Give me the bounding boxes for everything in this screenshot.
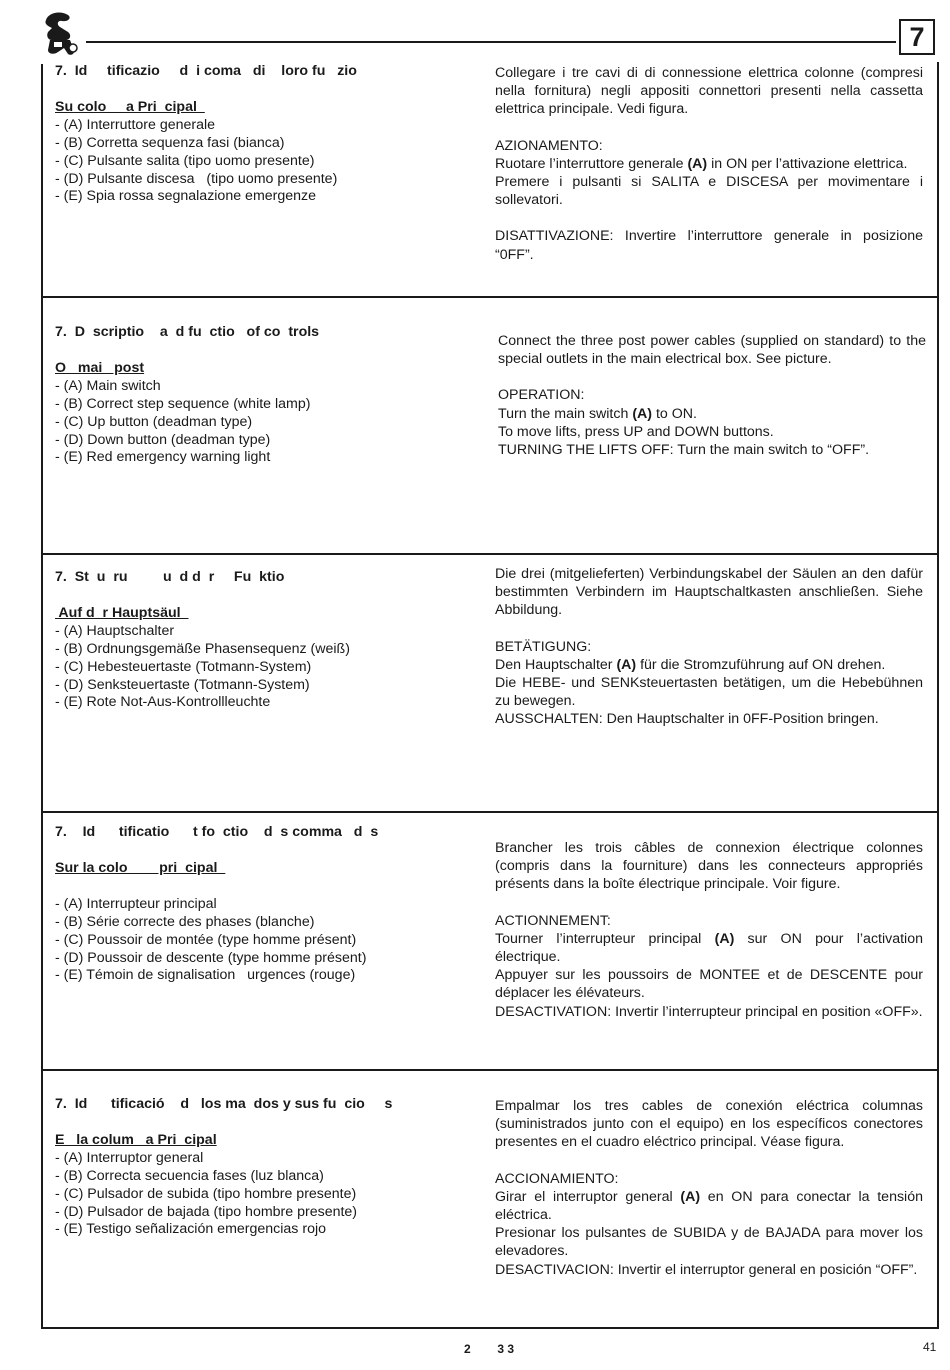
- list-item: - (D) Down button (deadman type): [55, 431, 271, 448]
- paragraph: Ruotare l’interruttore generale (A) in ON per l’attivazione elettrica.: [495, 155, 908, 172]
- section-divider: [41, 811, 939, 813]
- instructions-block: [495, 1097, 923, 1279]
- section-heading: 7. St u ru u d d r Fu ktio: [55, 569, 285, 585]
- paragraph: OPERATION:: [498, 387, 585, 404]
- instructions-block: [495, 839, 923, 1021]
- brand-logo-icon: [38, 10, 82, 58]
- list-item: - (D) Pulsante discesa (tipo uomo presente): [55, 170, 338, 187]
- list-item: - (E) Testigo señalización emergencias rojo: [55, 1221, 327, 1238]
- paragraph: TURNING THE LIFTS OFF: Turn the main switch to “OFF”.: [498, 442, 870, 459]
- paragraph: Brancher les trois câbles de connexion électrique colonnes (compris dans la fourniture) dans les connecteurs appropriés présents dans la boîte électrique principale. Voir figure.: [495, 840, 923, 893]
- list-item: - (C) Pulsante salita (tipo uomo presente): [55, 152, 315, 169]
- paragraph: ACTIONNEMENT:: [495, 912, 611, 929]
- paragraph: To move lifts, press UP and DOWN buttons.: [498, 423, 774, 440]
- frame-right-border: [937, 62, 939, 1329]
- list-spacer: [55, 878, 475, 896]
- list-item: - (E) Red emergency warning light: [55, 449, 271, 466]
- section-heading: 7. D scriptio a d fu ctio of co trols: [55, 324, 320, 340]
- paragraph: Empalmar los tres cables de conexión eléctrica columnas (suministrados junto con el equipo) en los específicos conectores presentes en el cuadro eléctrico principal. Véase figura.: [495, 1098, 923, 1151]
- section-subheading: Su colo a Pri cipal: [55, 98, 205, 115]
- list-item: - (B) Correct step sequence (white lamp): [55, 395, 311, 412]
- paragraph: Collegare i tre cavi di di connessione elettrica colonne (compresi nella fornitura) negli appositi connettori presenti nella cassetta elettrica principale. Vedi figura.: [495, 65, 923, 118]
- section-subheading: Auf d r Hauptsäul: [55, 604, 189, 621]
- section-subheading: O mai post: [55, 359, 145, 376]
- chapter-number: 7: [899, 19, 935, 55]
- frame-bottom-border: [41, 1327, 939, 1329]
- section-subheading: E la colum a Pri cipal: [55, 1131, 217, 1148]
- controls-list-block: [55, 569, 475, 712]
- controls-list-block: [55, 324, 475, 467]
- section-divider: [41, 553, 939, 555]
- instructions-block: [495, 565, 923, 729]
- paragraph: DESACTIVACION: Invertir el interruptor general en posición “OFF”.: [495, 1261, 918, 1278]
- section-subheading: Sur la colo pri cipal: [55, 859, 226, 876]
- list-item: - (D) Senksteuertaste (Totmann-System): [55, 676, 310, 693]
- paragraph: Connect the three post power cables (supplied on standard) to the special outlets in the main electrical box. See picture.: [498, 333, 926, 368]
- paragraph: Girar el interruptor general (A) en ON para conectar la tensión eléctrica.: [495, 1188, 923, 1224]
- paragraph: Den Hauptschalter (A) für die Stromzuführung auf ON drehen.: [495, 656, 886, 673]
- list-item: - (A) Interrupteur principal: [55, 895, 217, 912]
- list-item: - (C) Poussoir de montée (type homme présent): [55, 931, 357, 948]
- list-item: - (C) Pulsador de subida (tipo hombre presente): [55, 1185, 357, 1202]
- paragraph: Presionar los pulsantes de SUBIDA y de BAJADA para mover los elevadores.: [495, 1225, 923, 1260]
- section-divider: [41, 296, 939, 298]
- section-divider: [41, 1069, 939, 1071]
- paragraph: Appuyer sur les poussoirs de MONTEE et de DESCENTE pour déplacer les élévateurs.: [495, 967, 923, 1002]
- controls-list-block: [55, 824, 475, 985]
- page-number: 41: [923, 1340, 937, 1354]
- list-item: - (E) Rote Not-Aus-Kontrollleuchte: [55, 694, 271, 711]
- paragraph: AUSSCHALTEN: Den Hauptschalter in 0FF-Position bringen.: [495, 711, 879, 728]
- list-item: - (A) Main switch: [55, 377, 161, 394]
- footer-document-code: 2 3 3: [464, 1342, 515, 1356]
- list-item: - (E) Témoin de signalisation urgences (rouge): [55, 967, 356, 984]
- paragraph: AZIONAMENTO:: [495, 137, 603, 154]
- list-item: - (B) Série correcte des phases (blanche): [55, 913, 315, 930]
- list-item: - (B) Corretta sequenza fasi (bianca): [55, 134, 285, 151]
- paragraph: Die drei (mitgelieferten) Verbindungskabel der Säulen an den dafür bestimmten Verbindern im Hauptschaltkasten anschließen. Siehe Abbildung.: [495, 566, 923, 619]
- list-item: - (C) Hebesteuertaste (Totmann-System): [55, 658, 312, 675]
- list-item: - (A) Hauptschalter: [55, 622, 175, 639]
- header-rule: [86, 41, 896, 43]
- frame-left-border: [41, 64, 43, 1329]
- paragraph: Tourner l’interrupteur principal (A) sur ON pour l’activation électrique.: [495, 930, 923, 966]
- controls-list-block: [55, 1096, 475, 1239]
- controls-list-block: [55, 63, 475, 206]
- section-heading: 7. Id tificatio t fo ctio d s comma d s: [55, 824, 379, 840]
- list-item: - (D) Poussoir de descente (type homme présent): [55, 949, 367, 966]
- paragraph: Turn the main switch (A) to ON.: [498, 405, 697, 422]
- paragraph: DISATTIVAZIONE: Invertire l’interruttore generale in posizione “0FF”.: [495, 228, 923, 263]
- list-item: - (B) Correcta secuencia fases (luz blanca): [55, 1167, 324, 1184]
- instructions-block: [495, 64, 923, 264]
- paragraph: ACCIONAMIENTO:: [495, 1170, 619, 1187]
- instructions-block: [498, 332, 926, 459]
- list-item: - (A) Interruttore generale: [55, 116, 216, 133]
- paragraph: Die HEBE- und SENKsteuertasten betätigen, um die Hebebühnen zu bewegen.: [495, 675, 923, 710]
- list-item: - (E) Spia rossa segnalazione emergenze: [55, 188, 317, 205]
- list-item: - (B) Ordnungsgemäße Phasensequenz (weiß): [55, 640, 350, 657]
- list-item: - (D) Pulsador de bajada (tipo hombre presente): [55, 1203, 358, 1220]
- list-item: - (C) Up button (deadman type): [55, 413, 253, 430]
- list-item: - (A) Interruptor general: [55, 1149, 204, 1166]
- section-heading: 7. Id tificació d los ma dos y sus fu cio s: [55, 1096, 393, 1112]
- paragraph: BETÄTIGUNG:: [495, 638, 592, 655]
- paragraph: DESACTIVATION: Invertir l’interrupteur principal en position «OFF».: [495, 1003, 923, 1020]
- section-heading: 7. Id tificazio d i coma di loro fu zio: [55, 63, 357, 79]
- paragraph: Premere i pulsanti si SALITA e DISCESA per movimentare i sollevatori.: [495, 174, 923, 209]
